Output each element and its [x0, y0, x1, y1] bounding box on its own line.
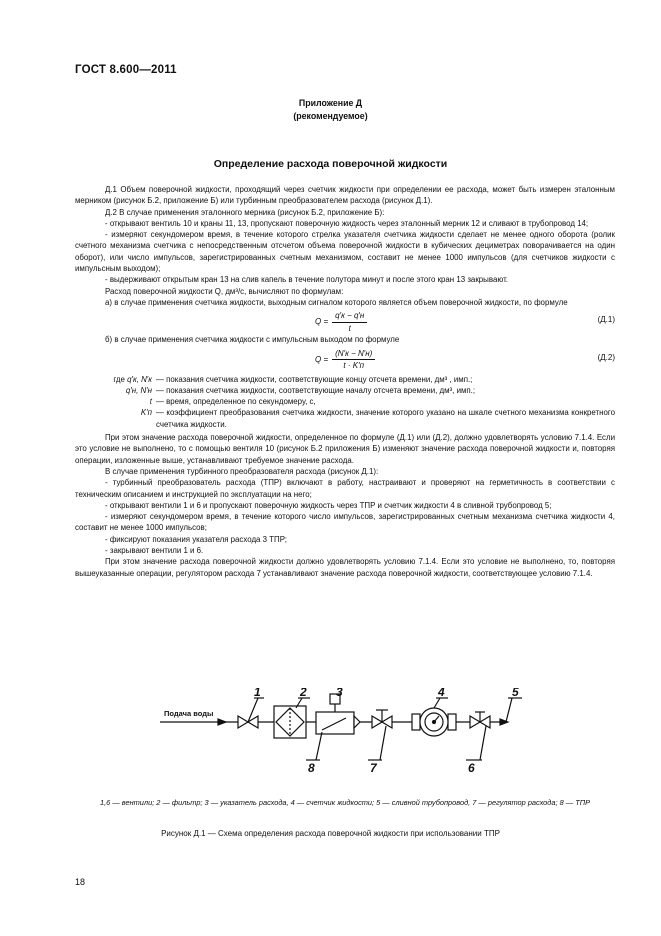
section-title: Определение расхода поверочной жидкости	[213, 158, 448, 170]
paragraph: - выдерживают открытым кран 13 на слив капель в течение полутора минут и после этого кран 13 закрывают.	[105, 275, 509, 285]
page-number: 18	[75, 877, 86, 887]
paragraph: - фиксируют показания указателя расхода 3 ТПР;	[105, 534, 287, 544]
paragraph: - закрывают вентили 1 и 6.	[105, 546, 204, 556]
figure-legend: 1,6 — вентили; 2 — фильтр; 3 — указатель расхода, 4 — счетчик жидкости; 5 — сливной трубопровод, 7 — регулятор расхода; 8 — ТПР	[100, 798, 590, 807]
inlet-label: Подача воды	[164, 709, 214, 718]
leader-line	[506, 698, 512, 722]
formula-number: (Д.2)	[597, 352, 615, 362]
scheme-diagram	[150, 688, 530, 792]
formula-d2: Q = $\frac{(N'к - N'н)}{t \cdot K'п}$ (Д.2)	[315, 348, 615, 370]
leader-line	[434, 698, 440, 708]
valve-6-icon	[470, 712, 490, 728]
paragraph: - измеряют секундомером время, в течение которого число импульсов, зарегистрированных счетным механизма счетчика жидкости 4, составит не менее 1000 импульсов;	[75, 512, 615, 533]
paragraph: При этом значение расхода поверочной жидкости должно удовлетворять условию 7.1.4. Если это условие не выполнено, то, повторяя вышеуказанные операции, регулятором расхода 7 устанавливают значение расхода поверочной жидкости, соответствующее условию 7.1.4.	[75, 557, 615, 578]
figure-number: 2	[300, 688, 307, 699]
appendix-title: Приложение Д	[298, 98, 363, 108]
leader-line	[480, 726, 486, 760]
formula-d1: Q = $\frac{q'к - q'н}{t}$ (Д.1)	[315, 311, 615, 333]
figure-number: 3	[336, 688, 343, 699]
tpr-icon	[316, 704, 360, 734]
paragraph: - открывают вентиль 10 и краны 11, 13, пропускают поверочную жидкость через эталонный мерник 12 и сливают в трубопровод 14;	[105, 218, 589, 228]
figure-title: Рисунок Д.1 — Схема определения расхода поверочной жидкости при использовании ТПР	[161, 829, 500, 838]
liquid-meter-icon	[412, 708, 456, 736]
paragraph: Расход поверочной жидкости Q, дм³/с, вычисляют по формулам:	[105, 286, 344, 296]
body-text	[75, 184, 615, 579]
leader-line	[380, 726, 386, 760]
formula-number: (Д.1)	[597, 315, 615, 325]
document-header: ГОСТ 8.600—2011	[75, 64, 177, 76]
paragraph: - измеряют секундомером время, в течение которого стрелка указателя счетчика жидкости сделает не менее одного оборота (ролик счетного механизма счетчика с непосредственным отсчетом объема поверочной жидкости в кубических дециметрах поворачивается на один оборот), или число импульсов, зарегистрированных счетным механизмом, составит не менее 1000 импульсов (для счетчиков жидкости с импульсным выходом);	[75, 230, 615, 274]
definition-row: t — время, определенное по секундомеру, с,	[149, 397, 316, 407]
regulator-icon	[372, 710, 392, 728]
paragraph: В случае применения турбинного преобразователя расхода (рисунок Д.1):	[105, 466, 379, 476]
figure-number: 5	[512, 688, 519, 699]
leader-line	[316, 732, 322, 760]
figure-number: 6	[468, 761, 475, 775]
definitions	[75, 374, 615, 430]
definition-row: q′н, N′н — показания счетчика жидкости, соответствующие началу отсчета времени, дм³, имп.;	[125, 385, 476, 395]
paragraph: Д.1 Объем поверочной жидкости, проходящий через счетчик жидкости при определении ее расхода, может быть измерен эталонным мерником (рисунок Б.2, приложение Б) или турбинным преобразователем расхода (рисунок Д.1).	[75, 185, 615, 206]
definition-row: K′п — коэффициент преобразования счетчика жидкости, значение которого указано на шкале счетного механизма конкретного счетчика жидкости.	[140, 408, 615, 429]
figure-number: 7	[370, 761, 377, 775]
paragraph: Д.2 В случае применения эталонного мерника (рисунок Б.2, приложение Б):	[105, 207, 385, 217]
figure-number: 1	[254, 688, 261, 699]
paragraph: б) в случае применения счетчика жидкости с импульсным выходом по формуле	[105, 335, 400, 345]
flow-arrow-icon	[218, 719, 226, 725]
figure-number: 8	[308, 761, 315, 775]
figure-number: 4	[438, 688, 445, 699]
definition-row: где q′к, N′к — показания счетчика жидкости, соответствующие концу отсчета времени, дм³ , имп.;	[113, 374, 473, 384]
paragraph: а) в случае применения счетчика жидкости, выходным сигналом которого является объем поверочной жидкости, по формуле	[105, 297, 568, 307]
paragraph: - турбинный преобразователь расхода (ТПР) включают в работу, настраивают и проверяют на герметичность в соответствии с техническим описанием и инструкцией по эксплуатации на него;	[75, 478, 615, 499]
appendix-status: (рекомендуемое)	[293, 111, 368, 121]
paragraph: - открывают вентили 1 и 6 и пропускают поверочную жидкость через ТПР и счетчик жидкости 4 в сливной трубопровод 5;	[105, 500, 552, 510]
paragraph: При этом значение расхода поверочной жидкости, определенное по формуле (Д.1) или (Д.2), должно удовлетворять условию 7.1.4. Если это условие не выполнено, то с помощью вентиля 10 (рисунок Б.2 приложения Б) изменяют значение расхода поверочной жидкости и, повторяя операции, изложенные выше, устанавливают требуемое значение расхода.	[75, 433, 615, 465]
filter-icon	[274, 706, 306, 738]
